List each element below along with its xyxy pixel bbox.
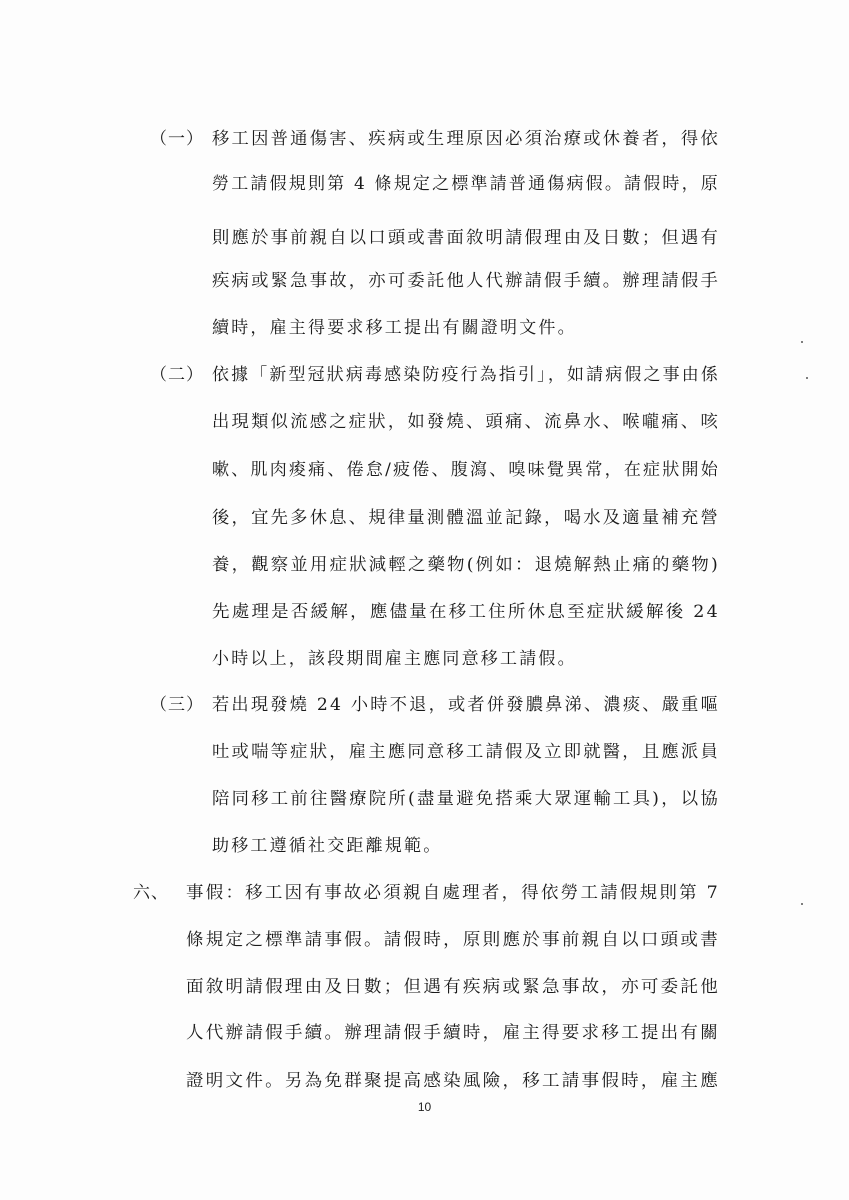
scan-speck [806, 377, 808, 379]
item-line: 面敘明請假理由及日數；但遇有疾病或緊急事故，亦可委託他 [186, 977, 720, 997]
item-line: 吐或喘等症狀，雇主應同意移工請假及立即就醫，且應派員 [212, 742, 720, 762]
item-line: 小時以上，該段期間雇主應同意移工請假。 [212, 649, 577, 669]
item-marker: （一） [150, 129, 204, 149]
item-line: 勞工請假規則第 4 條規定之標準請普通傷病假。請假時，原 [212, 174, 720, 194]
item-line: 依據「新型冠狀病毒感染防疫行為指引」，如請病假之事由係 [212, 365, 720, 385]
item-line: 條規定之標準請事假。請假時，原則應於事前親自以口頭或書 [186, 930, 720, 950]
item-line: 則應於事前親自以口頭或書面敘明請假理由及日數；但遇有 [212, 228, 720, 248]
item-line: 助移工遵循社交距離規範。 [212, 836, 443, 856]
item-line: 移工因普通傷害、疾病或生理原因必須治療或休養者，得依 [212, 129, 720, 149]
item-line: 養，觀察並用症狀減輕之藥物(例如：退燒解熱止痛的藥物) [212, 555, 720, 575]
item-line: 陪同移工前往醫療院所(盡量避免搭乘大眾運輸工具)，以協 [212, 789, 720, 809]
scan-speck [801, 341, 803, 343]
item-line: 若出現發燒 24 小時不退，或者併發膿鼻涕、濃痰、嚴重嘔 [212, 695, 720, 715]
item-line: 人代辦請假手續。辦理請假手續時，雇主得要求移工提出有關 [186, 1023, 720, 1043]
item-line: 續時，雇主得要求移工提出有關證明文件。 [212, 318, 577, 338]
item-line: 證明文件。另為免群聚提高感染風險，移工請事假時，雇主應 [186, 1071, 720, 1091]
scan-speck [801, 903, 803, 905]
item-marker: （二） [150, 365, 204, 385]
item-line: 出現類似流感之症狀，如發燒、頭痛、流鼻水、喉嚨痛、咳 [212, 412, 720, 432]
section-marker: 六、 [133, 883, 169, 903]
item-line: 事假：移工因有事故必須親自處理者，得依勞工請假規則第 7 [186, 883, 720, 903]
item-line: 疾病或緊急事故，亦可委託他人代辦請假手續。辦理請假手 [212, 271, 720, 291]
item-marker: （三） [150, 695, 204, 715]
item-line: 嗽、肌肉痠痛、倦怠/疲倦、腹瀉、嗅味覺異常，在症狀開始 [212, 460, 720, 480]
page-number: 10 [417, 1100, 432, 1114]
item-line: 先處理是否緩解，應儘量在移工住所休息至症狀緩解後 24 [212, 602, 720, 622]
item-line: 後，宜先多休息、規律量測體溫並記錄，喝水及適量補充營 [212, 508, 720, 528]
